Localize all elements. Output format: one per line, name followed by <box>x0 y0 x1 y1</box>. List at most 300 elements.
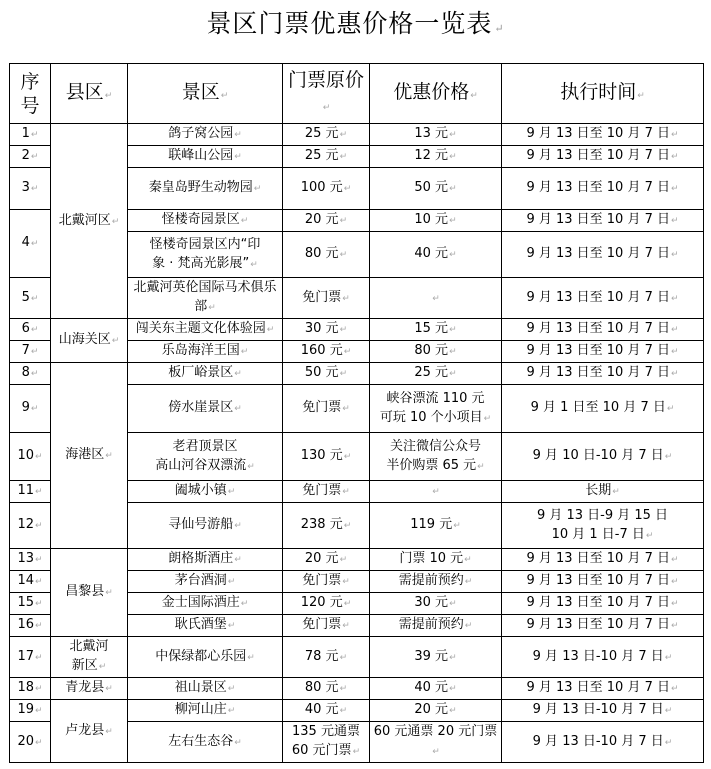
cell-text: 20 元↵ <box>304 212 348 227</box>
cell-text: 160 元↵ <box>300 343 352 358</box>
county-name: 海港区↵ <box>65 447 113 462</box>
paragraph-mark: ↵ <box>342 293 350 304</box>
cell-text: 傍水崖景区↵ <box>168 400 242 415</box>
cell-text: 10 月 1 日-7 日↵ <box>551 526 654 542</box>
paragraph-mark: ↵ <box>449 152 457 162</box>
paragraph-mark: ↵ <box>247 652 255 663</box>
cell-text: 9 月 13 日至 10 月 7 日↵ <box>526 246 679 261</box>
county-name: 昌黎县↵ <box>65 584 113 599</box>
spot-cell <box>128 385 283 433</box>
period-cell <box>502 722 704 763</box>
table-row <box>10 549 704 571</box>
cell-text: 9 月 1 日至 10 月 7 日↵ <box>530 400 675 415</box>
row-number-text: 6 <box>21 321 30 336</box>
cell-text: 9 月 13 日至 10 月 7 日↵ <box>526 617 679 632</box>
paragraph-mark: ↵ <box>30 325 39 335</box>
original-price-cell <box>283 549 370 571</box>
paragraph-mark: ↵ <box>449 325 457 335</box>
cell-text: 20 元↵ <box>414 702 457 717</box>
cell-text: 9 月 13 日-10 月 7 日↵ <box>532 733 673 749</box>
spot-cell <box>128 722 283 763</box>
cell-text: 免门票↵ <box>302 617 350 632</box>
period-cell <box>502 549 704 571</box>
discount-price-cell <box>370 593 502 615</box>
county-name: 青龙县↵ <box>65 680 113 695</box>
paragraph-mark: ↵ <box>612 487 620 497</box>
cell-text: 象 · 梵高光影展”↵ <box>152 255 258 271</box>
cell-text: 100 元↵ <box>300 180 352 195</box>
paragraph-mark: ↵ <box>30 347 39 357</box>
cell-text: 老君顶景区 <box>172 438 238 454</box>
cell-text: 板厂峪景区↵ <box>168 365 242 380</box>
discount-price-cell <box>370 503 502 549</box>
cell-text: 免门票↵ <box>302 400 350 415</box>
original-price-cell <box>283 593 370 615</box>
spot-cell <box>128 678 283 700</box>
paragraph-mark: ↵ <box>234 152 242 162</box>
paragraph-mark: ↵ <box>111 336 120 346</box>
paragraph-mark: ↵ <box>105 726 113 737</box>
paragraph-mark: ↵ <box>30 184 39 194</box>
original-price-cell <box>283 700 370 722</box>
paragraph-mark: ↵ <box>98 662 107 672</box>
period-cell <box>502 503 704 549</box>
paragraph-mark: ↵ <box>339 684 348 694</box>
row-number-text: 18 <box>17 680 34 695</box>
paragraph-mark: ↵ <box>342 577 350 587</box>
cell-text: 祖山景区↵ <box>174 680 236 695</box>
spot-cell <box>128 168 283 210</box>
spot-cell <box>128 319 283 341</box>
paragraph-mark: ↵ <box>464 577 473 587</box>
discount-price-cell <box>370 385 502 433</box>
paragraph-mark: ↵ <box>671 216 679 226</box>
paragraph-mark: ↵ <box>666 404 675 414</box>
cell-text: 15 元↵ <box>414 321 457 336</box>
row-number <box>10 124 51 146</box>
cell-text: 朗格斯酒庄↵ <box>168 551 242 566</box>
paragraph-mark: ↵ <box>35 621 43 631</box>
period-cell <box>502 124 704 146</box>
cell-text: 免门票↵ <box>302 483 350 498</box>
discount-price-cell <box>370 722 502 763</box>
cell-text: 需提前预约↵ <box>398 617 473 632</box>
table-row <box>10 700 704 722</box>
cell-text: 柳河山庄↵ <box>174 702 236 717</box>
paragraph-mark: ↵ <box>105 684 113 694</box>
row-number-text: 8 <box>21 365 30 380</box>
spot-cell <box>128 700 283 722</box>
original-price-cell <box>283 385 370 433</box>
paragraph-mark: ↵ <box>339 250 348 260</box>
price-table <box>9 63 704 763</box>
paragraph-mark: ↵ <box>35 452 43 462</box>
cell-text: 39 元↵ <box>414 648 457 664</box>
period-cell <box>502 700 704 722</box>
paragraph-mark: ↵ <box>30 130 39 140</box>
paragraph-mark: ↵ <box>449 347 457 357</box>
period-cell <box>502 168 704 210</box>
row-number <box>10 722 51 763</box>
cell-text: 80 元↵ <box>304 246 348 261</box>
cell-text: 10 元↵ <box>414 212 457 227</box>
paragraph-mark: ↵ <box>477 461 485 472</box>
discount-price-cell <box>370 341 502 363</box>
cell-text: 秦皇岛野生动物园↵ <box>148 180 262 195</box>
row-number <box>10 146 51 168</box>
paragraph-mark: ↵ <box>449 652 457 663</box>
header-original-price: 门票原价↵ <box>283 64 370 124</box>
cell-text: 30 元↵ <box>304 321 348 336</box>
table-body <box>10 124 704 763</box>
county-name: 北戴河区↵ <box>58 212 120 228</box>
period-cell <box>502 678 704 700</box>
paragraph-mark: ↵ <box>671 599 679 609</box>
discount-price-cell <box>370 232 502 278</box>
county-cell <box>51 700 128 763</box>
row-number-text: 7 <box>21 343 30 358</box>
paragraph-mark: ↵ <box>240 599 249 609</box>
table-row <box>10 678 704 700</box>
paragraph-mark: ↵ <box>671 684 679 694</box>
paragraph-mark: ↵ <box>645 530 654 541</box>
discount-price-cell <box>370 637 502 678</box>
row-number <box>10 319 51 341</box>
paragraph-mark: ↵ <box>343 599 352 609</box>
paragraph-mark: ↵ <box>671 130 679 140</box>
cell-text: 135 元通票 <box>292 724 360 739</box>
county-cell <box>51 637 128 678</box>
header-row <box>10 64 704 124</box>
paragraph-mark: ↵ <box>105 451 113 461</box>
paragraph-mark: ↵ <box>464 621 473 631</box>
paragraph-mark: ↵ <box>664 452 673 462</box>
paragraph-mark: ↵ <box>227 487 236 497</box>
paragraph-mark: ↵ <box>339 652 348 663</box>
period-cell <box>502 363 704 385</box>
original-price-cell <box>283 319 370 341</box>
paragraph-mark: ↵ <box>671 325 679 335</box>
cell-text: 高山河谷双漂流↵ <box>155 457 255 473</box>
paragraph-mark: ↵ <box>35 521 43 531</box>
paragraph-mark: ↵ <box>234 737 242 748</box>
row-number <box>10 615 51 637</box>
cell-text: 9 月 13 日-10 月 7 日↵ <box>532 648 673 664</box>
paragraph-mark: ↵ <box>30 152 39 162</box>
paragraph-mark: ↵ <box>339 130 348 140</box>
discount-price-cell <box>370 481 502 503</box>
cell-text: 9 月 13 日至 10 月 7 日↵ <box>526 126 679 141</box>
period-cell <box>502 481 704 503</box>
cell-text: 鸽子窝公园↵ <box>168 126 242 141</box>
row-number <box>10 503 51 549</box>
row-number <box>10 363 51 385</box>
cell-text: 9 月 13 日-10 月 7 日↵ <box>532 702 673 717</box>
cell-text: 30 元↵ <box>414 595 457 610</box>
cell-text <box>372 288 499 309</box>
paragraph-mark: ↵ <box>35 684 43 694</box>
cell-text: 60 元通票 20 元门票↵ <box>373 724 498 757</box>
discount-price-cell <box>370 124 502 146</box>
row-number-text: 2 <box>21 148 30 163</box>
paragraph-mark: ↵ <box>671 250 679 260</box>
paragraph-mark: ↵ <box>35 652 43 663</box>
cell-text: 9 月 13 日-9 月 15 日 <box>536 507 669 523</box>
cell-text: 需提前预约↵ <box>398 573 473 588</box>
period-cell <box>502 146 704 168</box>
paragraph-mark: ↵ <box>227 577 236 587</box>
cell-text: 50 元↵ <box>414 180 457 195</box>
county-name: 卢龙县↵ <box>65 722 113 738</box>
row-number <box>10 700 51 722</box>
paragraph-mark: ↵ <box>35 737 43 748</box>
paragraph-mark: ↵ <box>432 747 440 757</box>
paragraph-mark: ↵ <box>30 293 39 304</box>
cell-text: 25 元↵ <box>304 148 348 163</box>
paragraph-mark: ↵ <box>35 599 43 609</box>
cell-text: 25 元↵ <box>304 126 348 141</box>
county-name: 北戴河 <box>69 639 109 654</box>
cell-text: 峡谷漂流 110 元 <box>386 390 485 406</box>
row-number <box>10 210 51 278</box>
paragraph-mark: ↵ <box>671 621 679 631</box>
cell-text: 关注微信公众号 <box>389 438 481 454</box>
paragraph-mark: ↵ <box>352 747 361 757</box>
cell-text: 9 月 13 日至 10 月 7 日↵ <box>526 148 679 163</box>
paragraph-mark: ↵ <box>227 684 236 694</box>
cell-text: 12 元↵ <box>414 148 457 163</box>
row-number-text: 9 <box>21 400 30 415</box>
table-row <box>10 124 704 146</box>
paragraph-mark: ↵ <box>339 706 348 716</box>
period-cell <box>502 210 704 232</box>
cell-text: 免门票↵ <box>302 573 350 588</box>
spot-cell <box>128 433 283 481</box>
period-cell <box>502 615 704 637</box>
discount-price-cell <box>370 168 502 210</box>
cell-text: 左右生态谷↵ <box>168 733 242 749</box>
spot-cell <box>128 503 283 549</box>
spot-cell <box>128 363 283 385</box>
cell-text: 120 元↵ <box>300 595 352 610</box>
header-discount-price: 优惠价格↵ <box>370 64 502 124</box>
paragraph-mark: ↵ <box>464 555 472 565</box>
paragraph-mark: ↵ <box>449 250 457 260</box>
paragraph-mark: ↵ <box>208 303 216 313</box>
paragraph-mark: ↵ <box>453 521 461 531</box>
spot-cell <box>128 341 283 363</box>
county-cell <box>51 363 128 549</box>
row-number-text: 16 <box>17 617 34 632</box>
cell-text: 长期↵ <box>585 483 620 498</box>
paragraph-mark: ↵ <box>343 521 352 531</box>
table-row <box>10 363 704 385</box>
cell-text: 耿氏酒堡↵ <box>174 617 236 632</box>
cell-text: 免门票↵ <box>302 289 350 305</box>
period-cell <box>502 278 704 319</box>
row-number <box>10 168 51 210</box>
original-price-cell <box>283 278 370 319</box>
original-price-cell <box>283 637 370 678</box>
period-cell <box>502 385 704 433</box>
paragraph-mark: ↵ <box>35 577 43 587</box>
header-county: 县区↵ <box>51 64 128 124</box>
cell-text: 9 月 13 日至 10 月 7 日↵ <box>526 365 679 380</box>
row-number-text: 12 <box>17 517 34 532</box>
row-number <box>10 481 51 503</box>
paragraph-mark: ↵ <box>449 130 457 140</box>
cell-text: 40 元↵ <box>304 702 348 717</box>
period-cell <box>502 637 704 678</box>
header-no: 序 号 <box>10 64 51 124</box>
county-cell <box>51 124 128 319</box>
paragraph-mark: ↵ <box>664 652 673 663</box>
paragraph-mark: ↵ <box>342 487 350 497</box>
period-cell <box>502 319 704 341</box>
paragraph-mark: ↵ <box>342 621 350 631</box>
paragraph-mark: ↵ <box>342 404 350 414</box>
discount-price-cell <box>370 210 502 232</box>
spot-cell <box>128 571 283 593</box>
original-price-cell <box>283 722 370 763</box>
county-cell <box>51 678 128 700</box>
original-price-cell <box>283 146 370 168</box>
cell-text: 9 月 10 日-10 月 7 日↵ <box>532 448 673 463</box>
paragraph-mark: ↵ <box>240 347 249 357</box>
cell-text: 40 元↵ <box>414 680 457 695</box>
row-number-text: 1 <box>21 126 30 141</box>
discount-price-cell <box>370 363 502 385</box>
row-number-text: 15 <box>17 595 34 610</box>
cell-text: 119 元↵ <box>410 517 461 532</box>
row-number-text: 14 <box>17 573 34 588</box>
paragraph-mark: ↵ <box>671 347 679 357</box>
cell-text: 238 元↵ <box>300 517 352 532</box>
discount-price-cell <box>370 319 502 341</box>
row-number <box>10 549 51 571</box>
period-cell <box>502 232 704 278</box>
paragraph-mark: ↵ <box>227 621 236 631</box>
row-number-text: 4 <box>21 235 30 250</box>
cell-text: 阖城小镇↵ <box>174 483 236 498</box>
paragraph-mark: ↵ <box>343 452 352 462</box>
cell-text <box>372 481 499 502</box>
cell-text: 60 元门票↵ <box>291 743 361 758</box>
paragraph-mark: ↵ <box>234 521 242 531</box>
header-spot: 景区↵ <box>128 64 283 124</box>
original-price-cell <box>283 678 370 700</box>
period-cell <box>502 433 704 481</box>
paragraph-mark: ↵ <box>449 684 457 694</box>
paragraph-mark: ↵ <box>449 599 457 609</box>
row-number <box>10 678 51 700</box>
paragraph-mark: ↵ <box>234 555 242 565</box>
paragraph-mark: ↵ <box>234 130 242 140</box>
cell-text: 20 元↵ <box>304 551 348 566</box>
cell-text: 78 元↵ <box>304 648 348 664</box>
original-price-cell <box>283 363 370 385</box>
discount-price-cell <box>370 146 502 168</box>
paragraph-mark: ↵ <box>247 461 255 472</box>
paragraph-mark: ↵ <box>483 413 492 424</box>
original-price-cell <box>283 615 370 637</box>
row-number-text: 3 <box>21 180 30 195</box>
county-name: 新区↵ <box>71 658 107 673</box>
paragraph-mark: ↵ <box>339 555 348 565</box>
paragraph-mark: ↵ <box>339 369 348 379</box>
discount-price-cell <box>370 278 502 319</box>
paragraph-mark: ↵ <box>30 369 39 379</box>
discount-price-cell <box>370 549 502 571</box>
cell-text: 怪楼奇园景区↵ <box>161 212 249 227</box>
cell-text: 80 元↵ <box>304 680 348 695</box>
cell-text: 130 元↵ <box>300 448 352 463</box>
paragraph-mark: ↵ <box>432 487 440 497</box>
cell-text: 9 月 13 日至 10 月 7 日↵ <box>526 180 679 195</box>
paragraph-mark: ↵ <box>449 216 457 226</box>
row-number <box>10 385 51 433</box>
spot-cell <box>128 549 283 571</box>
paragraph-mark: ↵ <box>343 347 352 357</box>
original-price-cell <box>283 341 370 363</box>
paragraph-mark: ↵ <box>671 184 679 194</box>
row-number-text: 19 <box>17 702 34 717</box>
paragraph-mark: ↵ <box>449 369 457 379</box>
page-title: 景区门票优惠价格一览表 ↵ <box>206 9 505 38</box>
paragraph-mark: ↵ <box>266 325 275 335</box>
paragraph-mark: ↵ <box>339 152 348 162</box>
row-number <box>10 341 51 363</box>
paragraph-mark: ↵ <box>35 487 43 497</box>
cell-text: 9 月 13 日至 10 月 7 日↵ <box>526 680 679 695</box>
cell-text: 13 元↵ <box>414 126 457 141</box>
cell-text: 80 元↵ <box>414 343 457 358</box>
paragraph-mark: ↵ <box>449 706 457 716</box>
cell-text: 40 元↵ <box>414 246 457 261</box>
cell-text: 北戴河英伦国际马术俱乐部↵ <box>133 280 277 314</box>
paragraph-mark: ↵ <box>339 216 348 226</box>
original-price-cell <box>283 503 370 549</box>
original-price-cell <box>283 168 370 210</box>
cell-text: 闯关东主题文化体验园↵ <box>135 321 275 336</box>
cell-text: 25 元↵ <box>414 365 457 380</box>
paragraph-mark: ↵ <box>343 184 352 194</box>
paragraph-mark: ↵ <box>234 404 242 414</box>
row-number-text: 13 <box>17 551 34 566</box>
paragraph-mark: ↵ <box>664 706 673 716</box>
paragraph-mark: ↵ <box>671 369 679 379</box>
row-number <box>10 637 51 678</box>
paragraph-mark: ↵ <box>240 216 249 226</box>
cell-text: 9 月 13 日至 10 月 7 日↵ <box>526 289 679 305</box>
paragraph-mark: ↵ <box>105 588 113 598</box>
cell-text: 9 月 13 日至 10 月 7 日↵ <box>526 343 679 358</box>
discount-price-cell <box>370 678 502 700</box>
paragraph-mark: ↵ <box>432 293 440 304</box>
cell-text: 9 月 13 日至 10 月 7 日↵ <box>526 212 679 227</box>
county-cell <box>51 319 128 363</box>
paragraph-mark: ↵ <box>234 369 242 379</box>
cell-text: 寻仙号游船↵ <box>168 517 242 532</box>
spot-cell <box>128 232 283 278</box>
discount-price-cell <box>370 615 502 637</box>
cell-text: 9 月 13 日至 10 月 7 日↵ <box>526 573 679 588</box>
discount-price-cell <box>370 571 502 593</box>
cell-text: 9 月 13 日至 10 月 7 日↵ <box>526 321 679 336</box>
row-number <box>10 571 51 593</box>
cell-text: 9 月 13 日至 10 月 7 日↵ <box>526 595 679 610</box>
original-price-cell <box>283 481 370 503</box>
